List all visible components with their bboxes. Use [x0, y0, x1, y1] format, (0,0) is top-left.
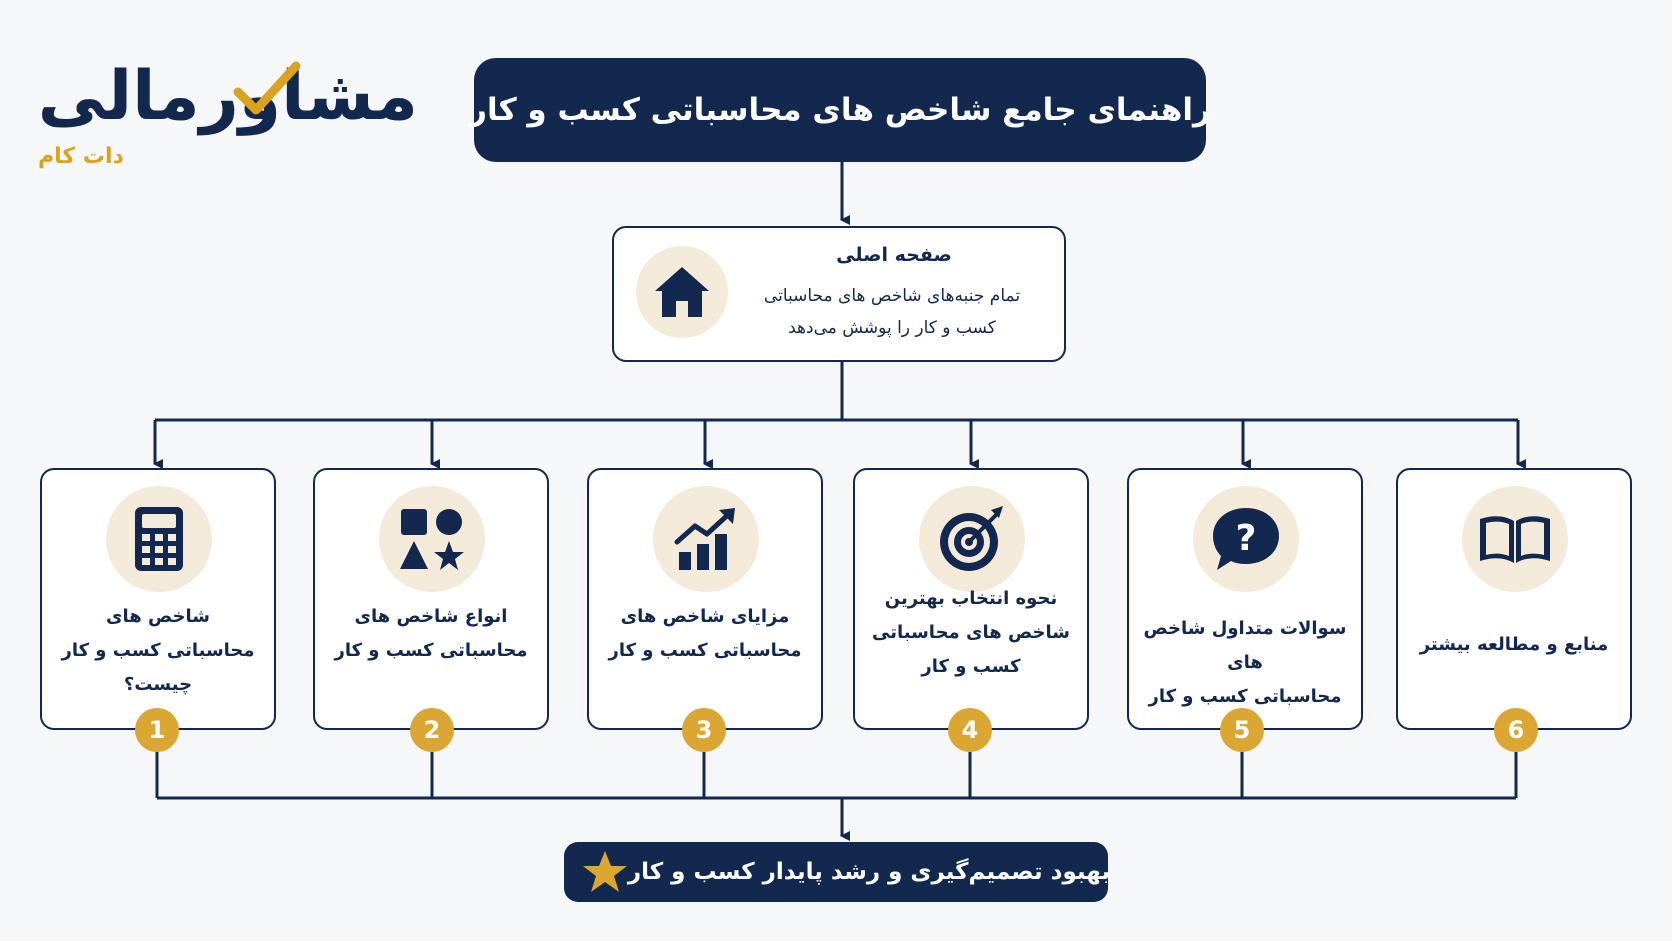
main-node-title: صفحه اصلی — [836, 244, 952, 266]
card-label-line: محاسباتی کسب و کار چیست؟ — [61, 640, 255, 695]
card-types — [313, 468, 549, 730]
card-icon-circle — [379, 486, 485, 592]
card-selection — [853, 468, 1089, 730]
step-badge: 1 — [135, 708, 179, 752]
card-label — [1404, 628, 1624, 662]
growth-chart-icon — [673, 506, 739, 572]
card-label-line: سوالات متداول شاخص های — [1143, 618, 1347, 673]
card-icon-circle — [919, 486, 1025, 592]
card-label-line: مزایای شاخص های — [620, 606, 790, 627]
star-icon — [582, 850, 628, 894]
question-bubble-icon — [1211, 506, 1281, 572]
card-label-line: محاسباتی کسب و کار — [334, 640, 528, 661]
step-badge: 2 — [410, 708, 454, 752]
card-label-line: شاخص های — [106, 606, 210, 627]
shapes-icon — [399, 507, 465, 571]
card-label — [1135, 612, 1355, 714]
step-badge: 4 — [948, 708, 992, 752]
title-banner — [469, 58, 1211, 162]
home-icon — [653, 265, 711, 319]
svg-text:?: ? — [1235, 518, 1257, 559]
page-title: راهنمای جامع شاخص های محاسباتی کسب و کار — [469, 92, 1211, 128]
card-label-line: محاسباتی کسب و کار — [608, 640, 802, 661]
outcome-text: بهبود تصمیم‌گیری و رشد پایدار کسب و کار — [627, 859, 1111, 885]
card-icon-circle — [653, 486, 759, 592]
card-label-line: نحوه انتخاب بهترین — [884, 588, 1058, 609]
card-faq — [1127, 468, 1363, 730]
step-badge: 3 — [682, 708, 726, 752]
card-label-line: محاسباتی کسب و کار — [1148, 686, 1342, 707]
card-label — [48, 600, 268, 702]
card-label — [861, 582, 1081, 684]
step-badge: 5 — [1220, 708, 1264, 752]
card-label — [595, 600, 815, 668]
card-label-line: منابع و مطالعه بیشتر — [1419, 634, 1609, 655]
main-node-desc-line2: کسب و کار را پوشش می‌دهد — [788, 318, 996, 338]
main-node-description — [732, 280, 1052, 344]
step-badge: 6 — [1494, 708, 1538, 752]
card-label — [321, 600, 541, 668]
checkmark-icon — [232, 60, 302, 120]
outcome-banner — [564, 842, 1111, 902]
card-what-is — [40, 468, 276, 730]
card-icon-circle — [1462, 486, 1568, 592]
logo-wordmark: مشاورمالی — [37, 57, 418, 136]
card-label-line: انواع شاخص های — [354, 606, 508, 627]
card-label-line: شاخص های محاسباتی — [872, 622, 1070, 643]
main-node-desc-line1: تمام جنبه‌های شاخص های محاسباتی — [763, 286, 1021, 306]
calculator-icon — [133, 505, 185, 573]
card-icon-circle — [1193, 486, 1299, 592]
book-icon — [1478, 511, 1552, 567]
main-icon-circle — [636, 246, 728, 338]
card-label-line: کسب و کار — [921, 656, 1021, 677]
card-benefits — [587, 468, 823, 730]
card-icon-circle — [106, 486, 212, 592]
main-node — [612, 226, 1066, 362]
card-resources — [1396, 468, 1632, 730]
logo-suffix: دات کام — [38, 144, 124, 169]
target-icon — [937, 504, 1007, 574]
